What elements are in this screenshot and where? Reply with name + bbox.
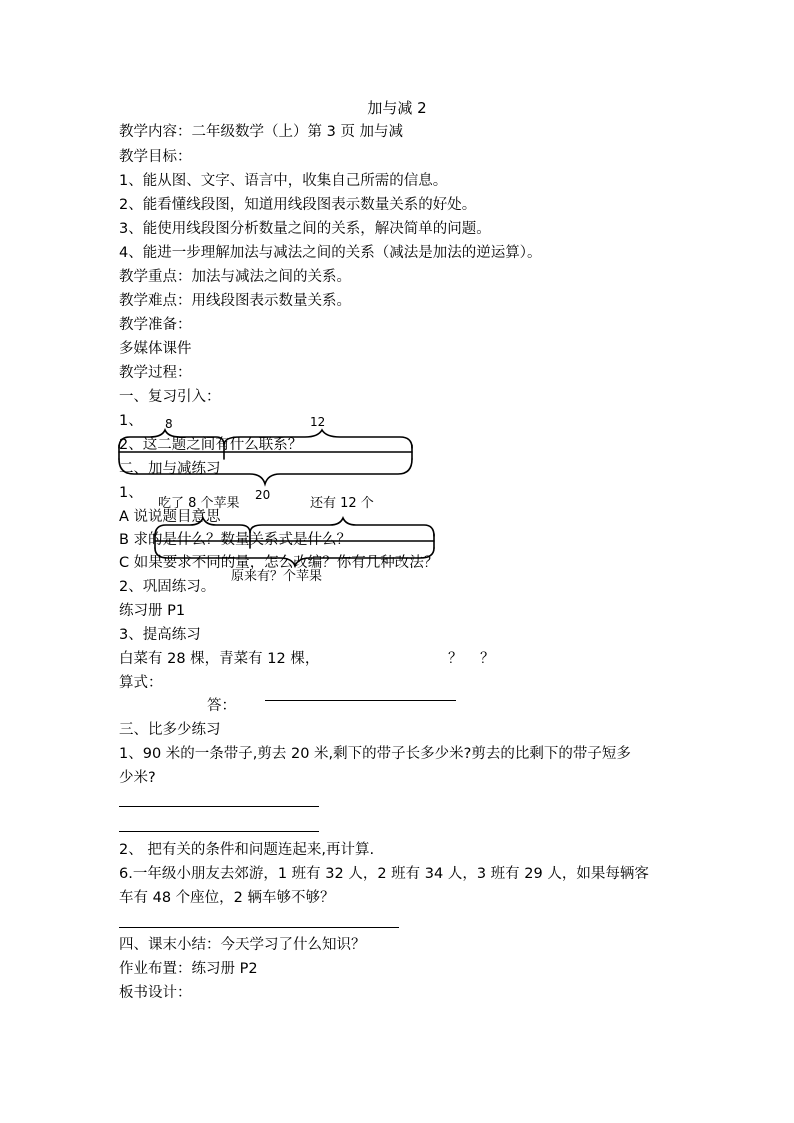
section2-c: C 如果要求不同的量，怎么改编？你有几种改法？ [119,555,439,571]
diagram1-brace-right [224,430,412,448]
diagram1-right-value: 12 [310,415,326,429]
problem6-line1: 6.一年级小朋友去郊游，1 班有 32 人，2 班有 34 人，3 班有 29 人，如果每辆客 [119,866,649,882]
section2-q3: 3、提高练习 [119,627,201,643]
goal-1: 1、能从图、文字、语言中，收集自己所需的信息。 [119,173,448,189]
question-mark-2: ？ [480,651,495,667]
goal-2: 2、能看懂线段图，知道用线段图表示数量关系的好处。 [119,197,477,213]
section2-q1: 1、 [119,485,143,501]
workbook-p1: 练习册 P1 [119,603,186,619]
diagram2-total-label: 原来有？个苹果 [231,569,323,584]
diagram2-remain-label: 还有 12 个 [310,496,374,511]
section1-q1: 1、 [119,413,143,429]
section2-heading: 二、加与减练习 [119,461,221,477]
question-mark-1: ？ [448,651,463,667]
goals-heading: 教学目标： [119,149,192,165]
diagram2-eaten-label: 吃了 8 个苹果 [158,496,240,511]
teaching-content: 教学内容：二年级数学（上）第 3 页 加与减 [119,124,404,140]
diagram1-brace-total [119,459,412,484]
key-point: 教学重点：加法与减法之间的关系。 [119,269,351,285]
answer-label: 答： [207,698,236,714]
section3-heading: 三、比多少练习 [119,722,221,738]
difficulty: 教学难点：用线段图表示数量关系。 [119,293,351,309]
cabbage-problem: 白菜有 28 棵，青菜有 12 棵， [119,651,320,667]
board-design: 板书设计： [119,985,192,1001]
section4-heading: 四、课末小结：今天学习了什么知识？ [119,937,366,953]
document-title: 加与减 2 [367,99,427,117]
diagram1-brace-left [119,430,224,448]
diagram2-brace-eaten [155,518,250,536]
diagram2-brace-total [155,548,434,566]
prep-item: 多媒体课件 [119,341,192,357]
diagram1-total-value: 20 [255,488,271,502]
section2-b: B 求的是什么？数量关系式是什么？ [119,532,352,548]
goal-4: 4、能进一步理解加法与减法之间的关系（减法是加法的逆运算）。 [119,245,542,261]
problem1-line2: 少米? [119,770,156,786]
section1-q2: 2、这二题之间有什么联系？ [119,437,303,453]
section2-a: A 说说题目意思 [119,509,221,525]
problem2: 2、 把有关的条件和问题连起来,再计算. [119,842,375,858]
goal-3: 3、能使用线段图分析数量之间的关系，解决简单的问题。 [119,221,491,237]
section1-heading: 一、复习引入： [119,389,221,405]
diagram1-left-value: 8 [165,417,173,431]
section2-q2: 2、巩固练习。 [119,579,216,595]
diagram2-brace-remain [250,518,434,536]
homework: 作业布置：练习册 P2 [119,961,258,977]
prep-heading: 教学准备： [119,317,192,333]
problem1-line1: 1、90 米的一条带子,剪去 20 米,剩下的带子长多少米?剪去的比剩下的带子短多 [119,746,631,762]
problem6-line2: 车有 48 个座位，2 辆车够不够？ [119,890,335,906]
process-heading: 教学过程： [119,365,192,381]
formula-label: 算式： [119,675,163,691]
